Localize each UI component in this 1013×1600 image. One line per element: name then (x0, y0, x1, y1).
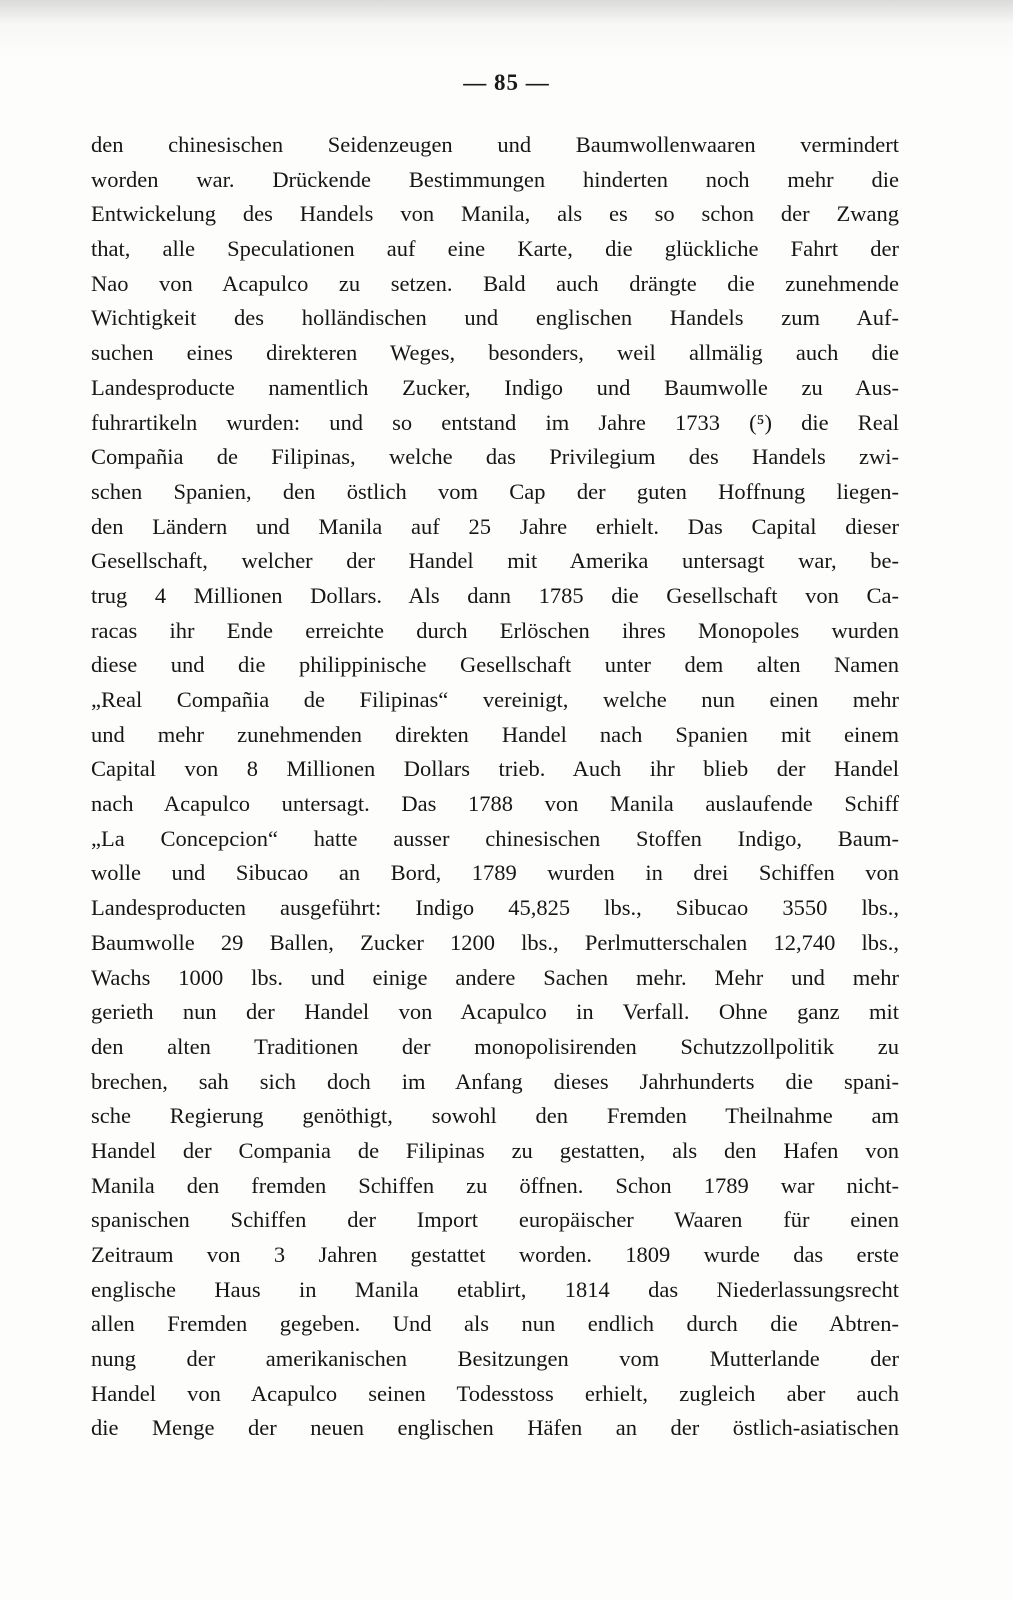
text-line: Handel von Acapulco seinen Todesstoss erhielt, zugleich aber auch (91, 1380, 899, 1406)
text-line: trug 4 Millionen Dollars. Als dann 1785 die Gesellschaft von Ca- (91, 582, 899, 608)
text-line: schen Spanien, den östlich vom Cap der guten Hoffnung liegen- (91, 478, 899, 504)
text-line: Gesellschaft, welcher der Handel mit Amerika untersagt war, be- (91, 548, 899, 574)
text-line: Manila den fremden Schiffen zu öffnen. Schon 1789 war nicht- (91, 1172, 899, 1198)
text-line: Landesproducten ausgeführt: Indigo 45,825 lbs., Sibucao 3550 lbs., (91, 895, 899, 921)
text-line: spanischen Schiffen der Import europäischer Waaren für einen (91, 1207, 899, 1233)
text-line: worden war. Drückende Bestimmungen hinderten noch mehr die (91, 166, 899, 192)
text-line: Capital von 8 Millionen Dollars trieb. Auch ihr blieb der Handel (91, 756, 899, 782)
text-line: wolle und Sibucao an Bord, 1789 wurden in drei Schiffen von (91, 860, 899, 886)
text-line: Compañia de Filipinas, welche das Privilegium des Handels zwi- (91, 444, 899, 470)
page-number: — 85 — (463, 70, 550, 95)
text-line: den alten Traditionen der monopolisirenden Schutzzollpolitik zu (91, 1033, 899, 1059)
body-text (91, 128, 899, 1446)
scan-shadow (0, 0, 1013, 60)
text-line: sche Regierung genöthigt, sowohl den Fremden Theilnahme am (91, 1103, 899, 1129)
text-line: englische Haus in Manila etablirt, 1814 das Niederlassungsrecht (91, 1276, 899, 1302)
text-line: „La Concepcion“ hatte ausser chinesischen Stoffen Indigo, Baum- (91, 825, 899, 851)
text-line: nach Acapulco untersagt. Das 1788 von Manila auslaufende Schiff (91, 791, 899, 817)
text-line: Nao von Acapulco zu setzen. Bald auch drängte die zunehmende (91, 270, 899, 296)
text-line: fuhrartikeln wurden: und so entstand im Jahre 1733 (⁵) die Real (91, 409, 899, 435)
text-line: Wichtigkeit des holländischen und englischen Handels zum Auf- (91, 305, 899, 331)
text-line: die Menge der neuen englischen Häfen an der östlich-asiatischen (91, 1415, 899, 1441)
text-line: diese und die philippinische Gesellschaft unter dem alten Namen (91, 652, 899, 678)
text-line: den Ländern und Manila auf 25 Jahre erhielt. Das Capital dieser (91, 513, 899, 539)
text-line: „Real Compañia de Filipinas“ vereinigt, welche nun einen mehr (91, 687, 899, 712)
text-line: that, alle Speculationen auf eine Karte, die glückliche Fahrt der (91, 236, 899, 262)
text-line: und mehr zunehmenden direkten Handel nach Spanien mit einem (91, 721, 899, 747)
text-line: Handel der Compania de Filipinas zu gestatten, als den Hafen von (91, 1137, 899, 1163)
text-line: Zeitraum von 3 Jahren gestattet worden. 1809 wurde das erste (91, 1242, 899, 1267)
text-line: den chinesischen Seidenzeugen und Baumwollenwaaren vermindert (91, 132, 899, 157)
text-line: racas ihr Ende erreichte durch Erlöschen ihres Monopoles wurden (91, 617, 899, 643)
text-line: gerieth nun der Handel von Acapulco in Verfall. Ohne ganz mit (91, 999, 899, 1025)
text-line: allen Fremden gegeben. Und als nun endlich durch die Abtren- (91, 1311, 899, 1337)
text-line: brechen, sah sich doch im Anfang dieses Jahrhunderts die spani- (91, 1068, 899, 1094)
text-line: Entwickelung des Handels von Manila, als es so schon der Zwang (91, 201, 899, 227)
text-line: Baumwolle 29 Ballen, Zucker 1200 lbs., Perlmutterschalen 12,740 lbs., (91, 929, 899, 955)
text-line: nung der amerikanischen Besitzungen vom Mutterlande der (91, 1346, 899, 1372)
text-line: suchen eines direkteren Weges, besonders, weil allmälig auch die (91, 340, 899, 366)
text-line: Wachs 1000 lbs. und einige andere Sachen mehr. Mehr und mehr (91, 964, 899, 990)
text-line: Landesproducte namentlich Zucker, Indigo und Baumwolle zu Aus- (91, 374, 899, 400)
